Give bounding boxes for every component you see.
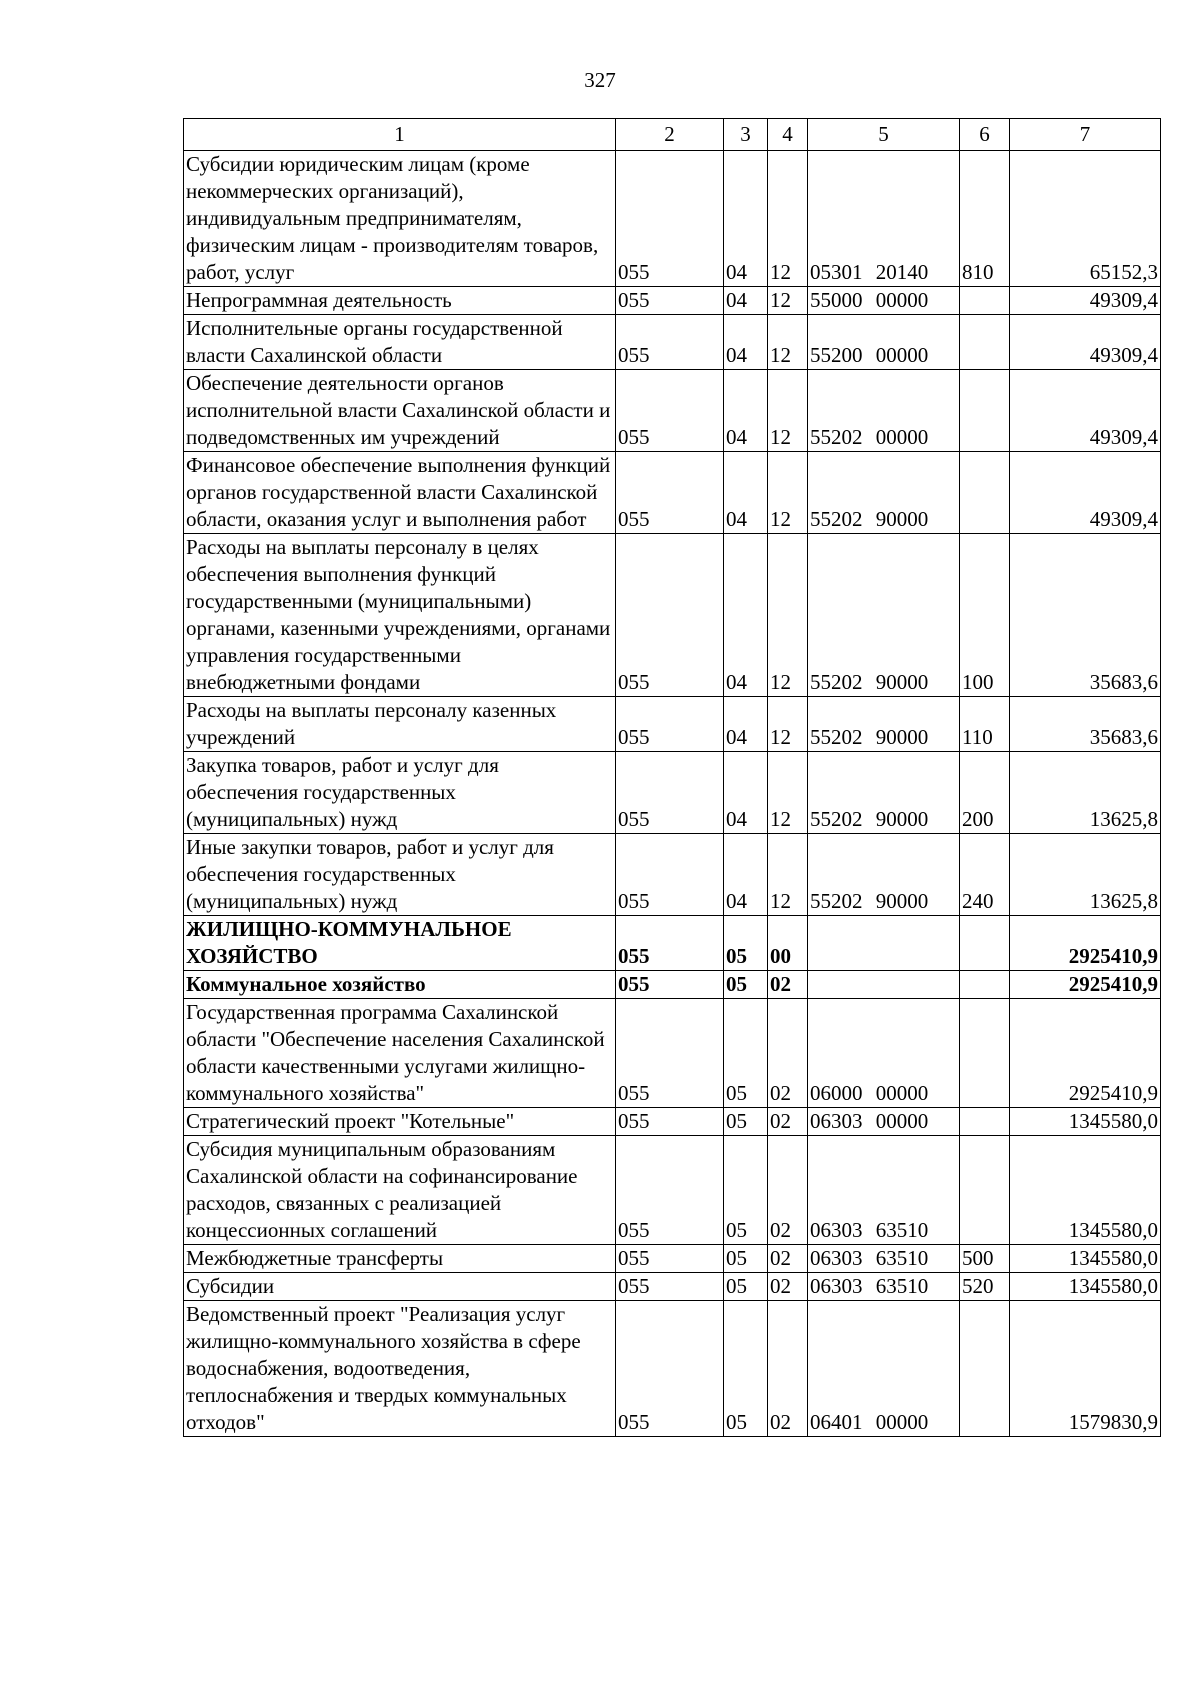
row-target-article-cell: 55000 00000 <box>808 287 960 315</box>
row-subsection-cell: 02 <box>768 999 808 1108</box>
row-subsection-cell: 12 <box>768 287 808 315</box>
table-row <box>184 1245 1161 1273</box>
row-section-cell: 04 <box>724 452 768 534</box>
row-name-cell: Государственная программа Сахалинской области "Обеспечение населения Сахалинской области качественными услугами жилищно-коммунального хозяйства" <box>184 999 616 1108</box>
row-subsection-cell: 12 <box>768 752 808 834</box>
row-name-cell: Обеспечение деятельности органов исполнительной власти Сахалинской области и подведомственных им учреждений <box>184 370 616 452</box>
row-expense-type-cell <box>960 370 1010 452</box>
row-name-cell: Стратегический проект "Котельные" <box>184 1108 616 1136</box>
row-target-article-cell: 55202 90000 <box>808 534 960 697</box>
row-name-cell: Непрограммная деятельность <box>184 287 616 315</box>
row-subsection-cell: 02 <box>768 1301 808 1437</box>
table-row <box>184 534 1161 697</box>
row-section-cell: 04 <box>724 370 768 452</box>
row-target-article-cell: 06303 63510 <box>808 1273 960 1301</box>
row-section-cell: 05 <box>724 1245 768 1273</box>
row-subsection-cell: 02 <box>768 971 808 999</box>
row-amount-cell: 1579830,9 <box>1010 1301 1161 1437</box>
row-expense-type-cell: 520 <box>960 1273 1010 1301</box>
row-subsection-cell: 02 <box>768 1136 808 1245</box>
row-section-cell: 04 <box>724 752 768 834</box>
row-target-article-cell: 55202 90000 <box>808 697 960 752</box>
row-target-article-cell: 05301 20140 <box>808 151 960 287</box>
row-ministry-code-cell: 055 <box>616 534 724 697</box>
row-section-cell: 04 <box>724 287 768 315</box>
page-number: 327 <box>584 68 616 92</box>
row-name-cell: Расходы на выплаты персоналу в целях обеспечения выполнения функций государственными (муниципальными) органами, казенными учреждениями, органами управления государственными внебюджетными фондами <box>184 534 616 697</box>
row-expense-type-cell <box>960 1108 1010 1136</box>
row-name-cell: Ведомственный проект "Реализация услуг жилищно-коммунального хозяйства в сфере водоснабжения, водоотведения, теплоснабжения и твердых коммунальных отходов" <box>184 1301 616 1437</box>
row-target-article-cell: 55200 00000 <box>808 315 960 370</box>
row-section-cell: 05 <box>724 1301 768 1437</box>
row-expense-type-cell <box>960 999 1010 1108</box>
row-ministry-code-cell: 055 <box>616 315 724 370</box>
row-expense-type-cell: 500 <box>960 1245 1010 1273</box>
table-row <box>184 315 1161 370</box>
table-row <box>184 370 1161 452</box>
table-row <box>184 916 1161 971</box>
table-row <box>184 452 1161 534</box>
row-subsection-cell: 12 <box>768 834 808 916</box>
row-expense-type-cell: 110 <box>960 697 1010 752</box>
row-subsection-cell: 02 <box>768 1273 808 1301</box>
row-target-article-cell: 55202 90000 <box>808 452 960 534</box>
column-header-2: 2 <box>616 119 724 151</box>
row-section-cell: 05 <box>724 1108 768 1136</box>
row-section-cell: 05 <box>724 1136 768 1245</box>
row-amount-cell: 49309,4 <box>1010 315 1161 370</box>
row-section-cell: 05 <box>724 999 768 1108</box>
table-row <box>184 999 1161 1108</box>
row-subsection-cell: 12 <box>768 697 808 752</box>
row-ministry-code-cell: 055 <box>616 916 724 971</box>
row-expense-type-cell: 810 <box>960 151 1010 287</box>
row-amount-cell: 2925410,9 <box>1010 971 1161 999</box>
table-row <box>184 1301 1161 1437</box>
column-header-7: 7 <box>1010 119 1161 151</box>
row-target-article-cell: 06303 63510 <box>808 1136 960 1245</box>
row-amount-cell: 1345580,0 <box>1010 1245 1161 1273</box>
row-ministry-code-cell: 055 <box>616 752 724 834</box>
row-ministry-code-cell: 055 <box>616 697 724 752</box>
column-header-5: 5 <box>808 119 960 151</box>
row-target-article-cell: 06303 63510 <box>808 1245 960 1273</box>
row-expense-type-cell: 100 <box>960 534 1010 697</box>
row-name-cell: Коммунальное хозяйство <box>184 971 616 999</box>
table-header-row <box>184 119 1161 151</box>
row-ministry-code-cell: 055 <box>616 834 724 916</box>
row-name-cell: Межбюджетные трансферты <box>184 1245 616 1273</box>
row-subsection-cell: 12 <box>768 534 808 697</box>
row-name-cell: Субсидии <box>184 1273 616 1301</box>
table-row <box>184 1136 1161 1245</box>
row-ministry-code-cell: 055 <box>616 287 724 315</box>
row-amount-cell: 1345580,0 <box>1010 1273 1161 1301</box>
row-expense-type-cell <box>960 315 1010 370</box>
row-target-article-cell: 55202 90000 <box>808 752 960 834</box>
row-subsection-cell: 12 <box>768 370 808 452</box>
table-row <box>184 1108 1161 1136</box>
row-target-article-cell: 06303 00000 <box>808 1108 960 1136</box>
row-ministry-code-cell: 055 <box>616 1136 724 1245</box>
row-expense-type-cell <box>960 1136 1010 1245</box>
row-name-cell: Исполнительные органы государственной власти Сахалинской области <box>184 315 616 370</box>
column-header-6: 6 <box>960 119 1010 151</box>
row-name-cell: Иные закупки товаров, работ и услуг для обеспечения государственных (муниципальных) нужд <box>184 834 616 916</box>
row-name-cell: Субсидии юридическим лицам (кроме некоммерческих организаций), индивидуальным предпринимателям, физическим лицам - производителям товаров, работ, услуг <box>184 151 616 287</box>
row-subsection-cell: 02 <box>768 1245 808 1273</box>
row-amount-cell: 2925410,9 <box>1010 916 1161 971</box>
row-ministry-code-cell: 055 <box>616 370 724 452</box>
budget-table <box>183 118 1161 1437</box>
row-section-cell: 05 <box>724 916 768 971</box>
table-row <box>184 971 1161 999</box>
table-row <box>184 752 1161 834</box>
row-amount-cell: 2925410,9 <box>1010 999 1161 1108</box>
table-row <box>184 287 1161 315</box>
row-name-cell: Закупка товаров, работ и услуг для обеспечения государственных (муниципальных) нужд <box>184 752 616 834</box>
row-section-cell: 05 <box>724 971 768 999</box>
column-header-1: 1 <box>184 119 616 151</box>
row-section-cell: 04 <box>724 697 768 752</box>
row-ministry-code-cell: 055 <box>616 1245 724 1273</box>
row-ministry-code-cell: 055 <box>616 1108 724 1136</box>
row-section-cell: 04 <box>724 834 768 916</box>
row-ministry-code-cell: 055 <box>616 1273 724 1301</box>
row-section-cell: 04 <box>724 534 768 697</box>
row-name-cell: Финансовое обеспечение выполнения функций органов государственной власти Сахалинской области, оказания услуг и выполнения работ <box>184 452 616 534</box>
row-amount-cell: 49309,4 <box>1010 370 1161 452</box>
row-amount-cell: 13625,8 <box>1010 752 1161 834</box>
table-row <box>184 151 1161 287</box>
row-expense-type-cell <box>960 1301 1010 1437</box>
column-header-3: 3 <box>724 119 768 151</box>
row-target-article-cell <box>808 916 960 971</box>
row-expense-type-cell <box>960 916 1010 971</box>
row-subsection-cell: 12 <box>768 151 808 287</box>
table-row <box>184 1273 1161 1301</box>
row-expense-type-cell: 240 <box>960 834 1010 916</box>
row-ministry-code-cell: 055 <box>616 151 724 287</box>
row-amount-cell: 35683,6 <box>1010 534 1161 697</box>
table-row <box>184 697 1161 752</box>
row-subsection-cell: 12 <box>768 315 808 370</box>
row-subsection-cell: 00 <box>768 916 808 971</box>
table-row <box>184 834 1161 916</box>
row-amount-cell: 1345580,0 <box>1010 1108 1161 1136</box>
row-ministry-code-cell: 055 <box>616 1301 724 1437</box>
row-name-cell: Субсидия муниципальным образованиям Сахалинской области на софинансирование расходов, связанных с реализацией концессионных соглашений <box>184 1136 616 1245</box>
row-target-article-cell: 55202 90000 <box>808 834 960 916</box>
row-expense-type-cell: 200 <box>960 752 1010 834</box>
row-amount-cell: 35683,6 <box>1010 697 1161 752</box>
row-ministry-code-cell: 055 <box>616 971 724 999</box>
row-section-cell: 04 <box>724 151 768 287</box>
row-target-article-cell <box>808 971 960 999</box>
row-section-cell: 05 <box>724 1273 768 1301</box>
row-expense-type-cell <box>960 971 1010 999</box>
row-subsection-cell: 12 <box>768 452 808 534</box>
row-amount-cell: 65152,3 <box>1010 151 1161 287</box>
row-target-article-cell: 55202 00000 <box>808 370 960 452</box>
row-amount-cell: 49309,4 <box>1010 452 1161 534</box>
row-ministry-code-cell: 055 <box>616 999 724 1108</box>
row-expense-type-cell <box>960 452 1010 534</box>
row-name-cell: ЖИЛИЩНО-КОММУНАЛЬНОЕ ХОЗЯЙСТВО <box>184 916 616 971</box>
row-name-cell: Расходы на выплаты персоналу казенных учреждений <box>184 697 616 752</box>
row-amount-cell: 13625,8 <box>1010 834 1161 916</box>
row-amount-cell: 49309,4 <box>1010 287 1161 315</box>
row-subsection-cell: 02 <box>768 1108 808 1136</box>
row-target-article-cell: 06000 00000 <box>808 999 960 1108</box>
row-expense-type-cell <box>960 287 1010 315</box>
row-target-article-cell: 06401 00000 <box>808 1301 960 1437</box>
row-section-cell: 04 <box>724 315 768 370</box>
column-header-4: 4 <box>768 119 808 151</box>
row-ministry-code-cell: 055 <box>616 452 724 534</box>
row-amount-cell: 1345580,0 <box>1010 1136 1161 1245</box>
